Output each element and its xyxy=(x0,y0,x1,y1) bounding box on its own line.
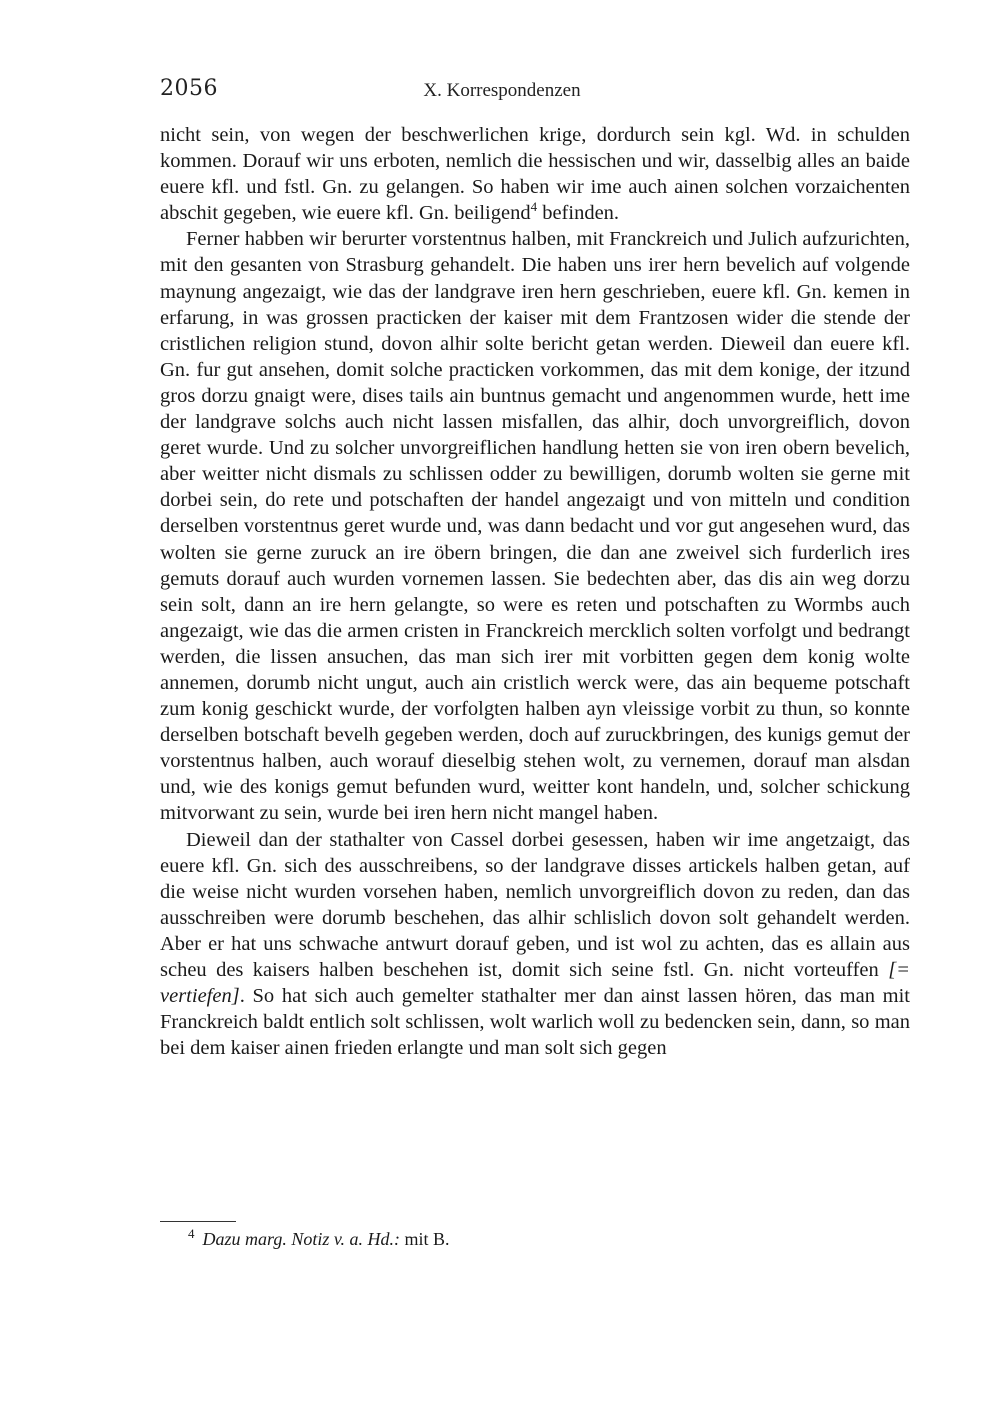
editorial-note: [= vertiefen] xyxy=(160,959,910,1008)
paragraph-3 xyxy=(160,827,910,1062)
paragraph-3-text: Dieweil dan der stathalter von Cassel dorbei gesessen, haben wir ime angetzaigt, das euere kfl. Gn. sich des ausschreibens, so der landgrave disses artickels halben getan, auf die weise nicht wurden vorsehen haben, nemlich unvorgreiflich dovon zu reden, dan das ausschreiben were dorumb beschehen, das alhir schlislich dovon solt gehandelt werden. Aber er hat uns schwache antwurt dorauf geben, und ist wol zu achten, das es allain aus scheu des kaisers halben beschehen ist, domit sich seine fstl. Gn. nicht vorteuffen xyxy=(160,828,910,981)
footnote-divider xyxy=(160,1221,236,1222)
footnote-editorial: Dazu marg. Notiz v. a. Hd.: xyxy=(202,1229,400,1249)
paragraph-3-end: . So hat sich auch gemelter stathalter mer dan ainst lassen hören, das man mit Franckreich baldt entlich solt schlissen, wolt warlich woll zu bedencken sein, dann, so man bei dem kaiser ainen frieden erlangte und man solt sich gegen xyxy=(160,985,910,1060)
footnote-text: mit B. xyxy=(400,1229,450,1249)
paragraph-1 xyxy=(160,122,910,226)
footnote-number: 4 xyxy=(188,1226,195,1241)
paragraph-1-text: nicht sein, von wegen der beschwerlichen krige, dordurch sein kgl. Wd. in schulden kommen. Dorauf wir uns erboten, nemlich die hessischen und wir, dasselbig alles an baide euere kfl. und fstl. Gn. zu gelangen. So haben wir ime auch ainen solchen vorzaichenten abschit gegeben, wie euere kfl. Gn. beiligend xyxy=(160,124,910,225)
running-head: X. Korrespondenzen xyxy=(423,80,581,101)
page-number: 2056 xyxy=(160,76,218,101)
main-text xyxy=(160,122,910,1061)
paragraph-2: Ferner habben wir berurter vorstentnus halben, mit Franckreich und Julich aufzurichten, mit den gesanten von Strasburg gehandelt. Die haben uns irer hern bevelich auf volgende maynung angezaigt, wie das der landgrave iren hern geschrieben, euere kfl. Gn. kemen in erfarung, in was grossen practicken der kaiser mit dem Frantzosen wider die stende der cristlichen religion stund, dovon alhir solte bericht getan werden. Dieweil dan euere kfl. Gn. fur gut ansehen, domit solche practicken vorkommen, das mit dem konige, der itzund gros dorzu gnaigt were, dises tails ain buntnus gemacht und angenommen wurde, hett ime der landgrave solchs auch nicht lassen misfallen, das alhir, doch unvorgreiflich, dovon geret wurde. Und zu solcher unvorgreiflichen handlung hetten sie von iren obern bevelich, aber weitter nicht dismals zu schlissen odder zu bewilligen, dorumb wolten sie gerne mit dorbei sein, do rete und potschaften der handel angezaigt und von mitteln und condition derselben vorstentnus geret wurde und, was dann bedacht und vor gut angesehen wurd, das wolten sie gerne zuruck an ire öbern bringen, die dan ane zweivel sich furderlich ires gemuts dorauf auch wurden vornemen lassen. Sie bedechten aber, das dis ain weg dorzu sein solt, dann an ire hern gelangte, so were es reten und potschaften zu Wormbs auch angezaigt, wie das die armen cristen in Franckreich mercklich solten vorfolgt und bedrangt werden, die lissen ansuchen, das man sich irer mit vorbitten gegen dem konig wolte annemen, dorumb nicht ungut, auch ain cristlich werck were, das ain bequeme potschaft zum konig geschickt wurde, der vorfolgten halben ayn vleissige vorbit zu thun, so konnte derselben botschaft bevelh gegeben werden, doch auf zuruckbringen, des kunigs gemut der vorstentnus halben, auch worauf dieselbig stehen wolt, zu vernemen, dorauf man alsdan und, wie des konigs gemut befunden wurd, weitter kont handeln, und, solcher schickung mitvorwant zu sein, wurde bei iren hern nicht mangel haben. xyxy=(160,228,910,825)
paragraph-1-end: befinden. xyxy=(542,202,620,225)
footnote-reference[interactable]: 4 xyxy=(530,199,538,215)
footnote-4 xyxy=(188,1226,450,1250)
